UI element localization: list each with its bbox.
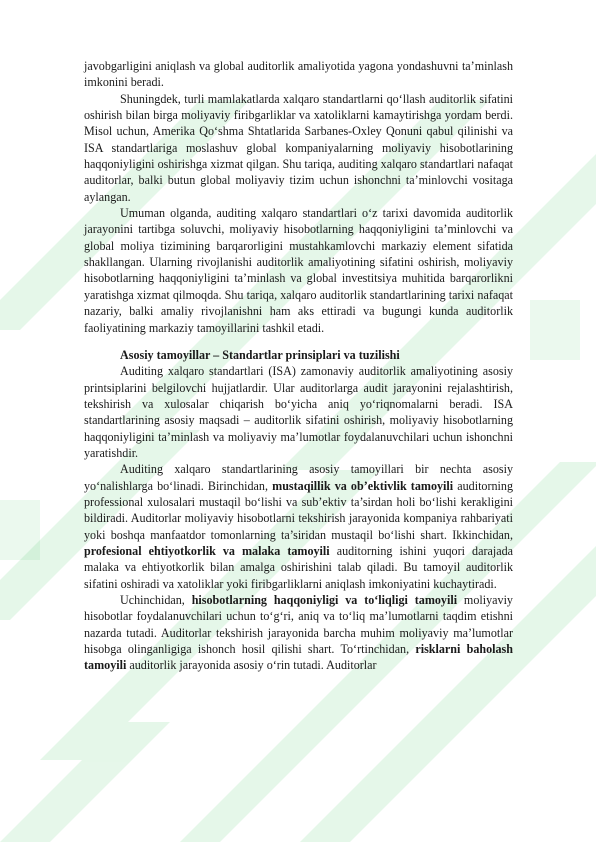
paragraph-summary: Umuman olganda, auditing xalqaro standartlari o‘z tarixi davomida auditorlik jarayonini tartibga soluvchi, moliyaviy hisobotlarning haqqoniyligini ta’minlovchi va global moliya tizimining barqarorligini mustahkamlovchi markaziy element sifatida shakllangan. Ularning rivojlanishi auditorlik amaliyotining sifatini oshirish, moliyaviy hisobotlarning haqqoniyligini ta’minlash va global investitsiya muhitida barqarorlikni yaratishga xizmat qilmoqda. Shu tariqa, xalqaro auditorlik standartlarining tarixi nafaqat nazariy, balki amaliy rivojlanishni ham aks ettiradi va bugungi kunda auditorlik faoliyatining markaziy tamoyillarini tashkil etadi. — [84, 206, 513, 335]
bold-term-risk-assessment: risklarni baholash tamoyili — [84, 642, 513, 673]
paragraph-continuation: javobgarligini aniqlash va global auditorlik amaliyotida yagona yondashuvni ta’minlash imkonini beradi. — [84, 59, 513, 90]
section-heading: Asosiy tamoyillar – Standartlar prinsiplari va tuzilishi — [120, 347, 400, 362]
paragraph-principles-2 — [84, 592, 513, 674]
text-run: auditorlik jarayonida asosiy o‘rin tutadi. Auditorlar — [126, 658, 377, 673]
bold-term-independence: mustaqillik va ob’ektivlik tamoyili — [272, 478, 454, 493]
text-run: moliyaviy hisobotlar foydalanuvchilari uchun to‘g‘ri, aniq va to‘liq ma’lumotlarni taqdim etishni nazarda tutadi. Auditorlar tekshirish jarayonida barcha muhim moliyaviy ma’lumotlar hisobga olinganligiga ishonch hosil qilishi shart. To‘rtinchidan, — [84, 593, 513, 657]
paragraph-principles-1 — [84, 461, 513, 592]
paragraph-standards-application: Shuningdek, turli mamlakatlarda xalqaro standartlarni qo‘llash auditorlik sifatini oshirish bilan birga moliyaviy firibgarliklar va xatoliklarni kamaytirishga yordam berdi. Misol uchun, Amerika Qo‘shma Shtatlarida Sarbanes-Oxley Qonuni qabul qilinishi va ISA standartlariga moslashuv global kompaniyalarning moliyaviy hisobotlarining haqqoniyligini oshirishga xizmat qilgan. Shu tariqa, auditing xalqaro standartlari nafaqat auditorlar, balki butun global moliyaviy tizim uchun ishonchni ta’minlovchi vositaga aylangan. — [84, 91, 513, 204]
paragraph-isa-intro: Auditing xalqaro standartlari (ISA) zamonaviy auditorlik amaliyotining asosiy printsiplarini belgilovchi hujjatlardir. Ular auditorlarga audit jarayonini rejalashtirish, tekshirish va xulosalar chiqarish bo‘yicha aniq yo‘riqnomalarni beradi. ISA standartlarining asosiy maqsadi – auditorlik sifatini oshirish, moliyaviy hisobotlarning haqqoniyligini ta’minlash va moliyaviy ma’lumotlar foydalanuvchilari uchun ishonchni yaratishdir. — [84, 364, 513, 460]
bold-term-professional-care: profesional ehtiyotkorlik va malaka tamoyili — [84, 543, 330, 558]
bold-term-reporting-integrity: hisobotlarning haqqoniyligi va to‘liqligi tamoyili — [191, 593, 458, 607]
text-run: Uchinchidan, — [120, 593, 192, 607]
text-run: auditorning professional xulosalari mustaqil bo‘lishi va sub’ektiv ta’sirdan holi bo‘lishi kerakligini bildiradi. Auditorlar moliyaviy hisobotlarni tekshirish jarayonida kompaniya rahbariyati yoki boshqa manfaatdor tomonlarning ta’siridan mustaqil bo‘lishi shart. Ikkinchidan, — [84, 478, 514, 542]
text-run: auditorning ishini yuqori darajada malaka va ehtiyotkorlik bilan amalga oshirishini talab qiladi. Bu tamoyil auditorlik sifatini oshiradi va xatoliklar yoki firibgarliklarni aniqlash imkoniyatini kuchaytiradi. — [84, 543, 513, 591]
document-page — [84, 58, 513, 674]
text-run: Auditing xalqaro standartlarining asosiy tamoyillari bir nechta asosiy yo‘nalishlarga bo‘linadi. Birinchidan, — [84, 462, 513, 493]
